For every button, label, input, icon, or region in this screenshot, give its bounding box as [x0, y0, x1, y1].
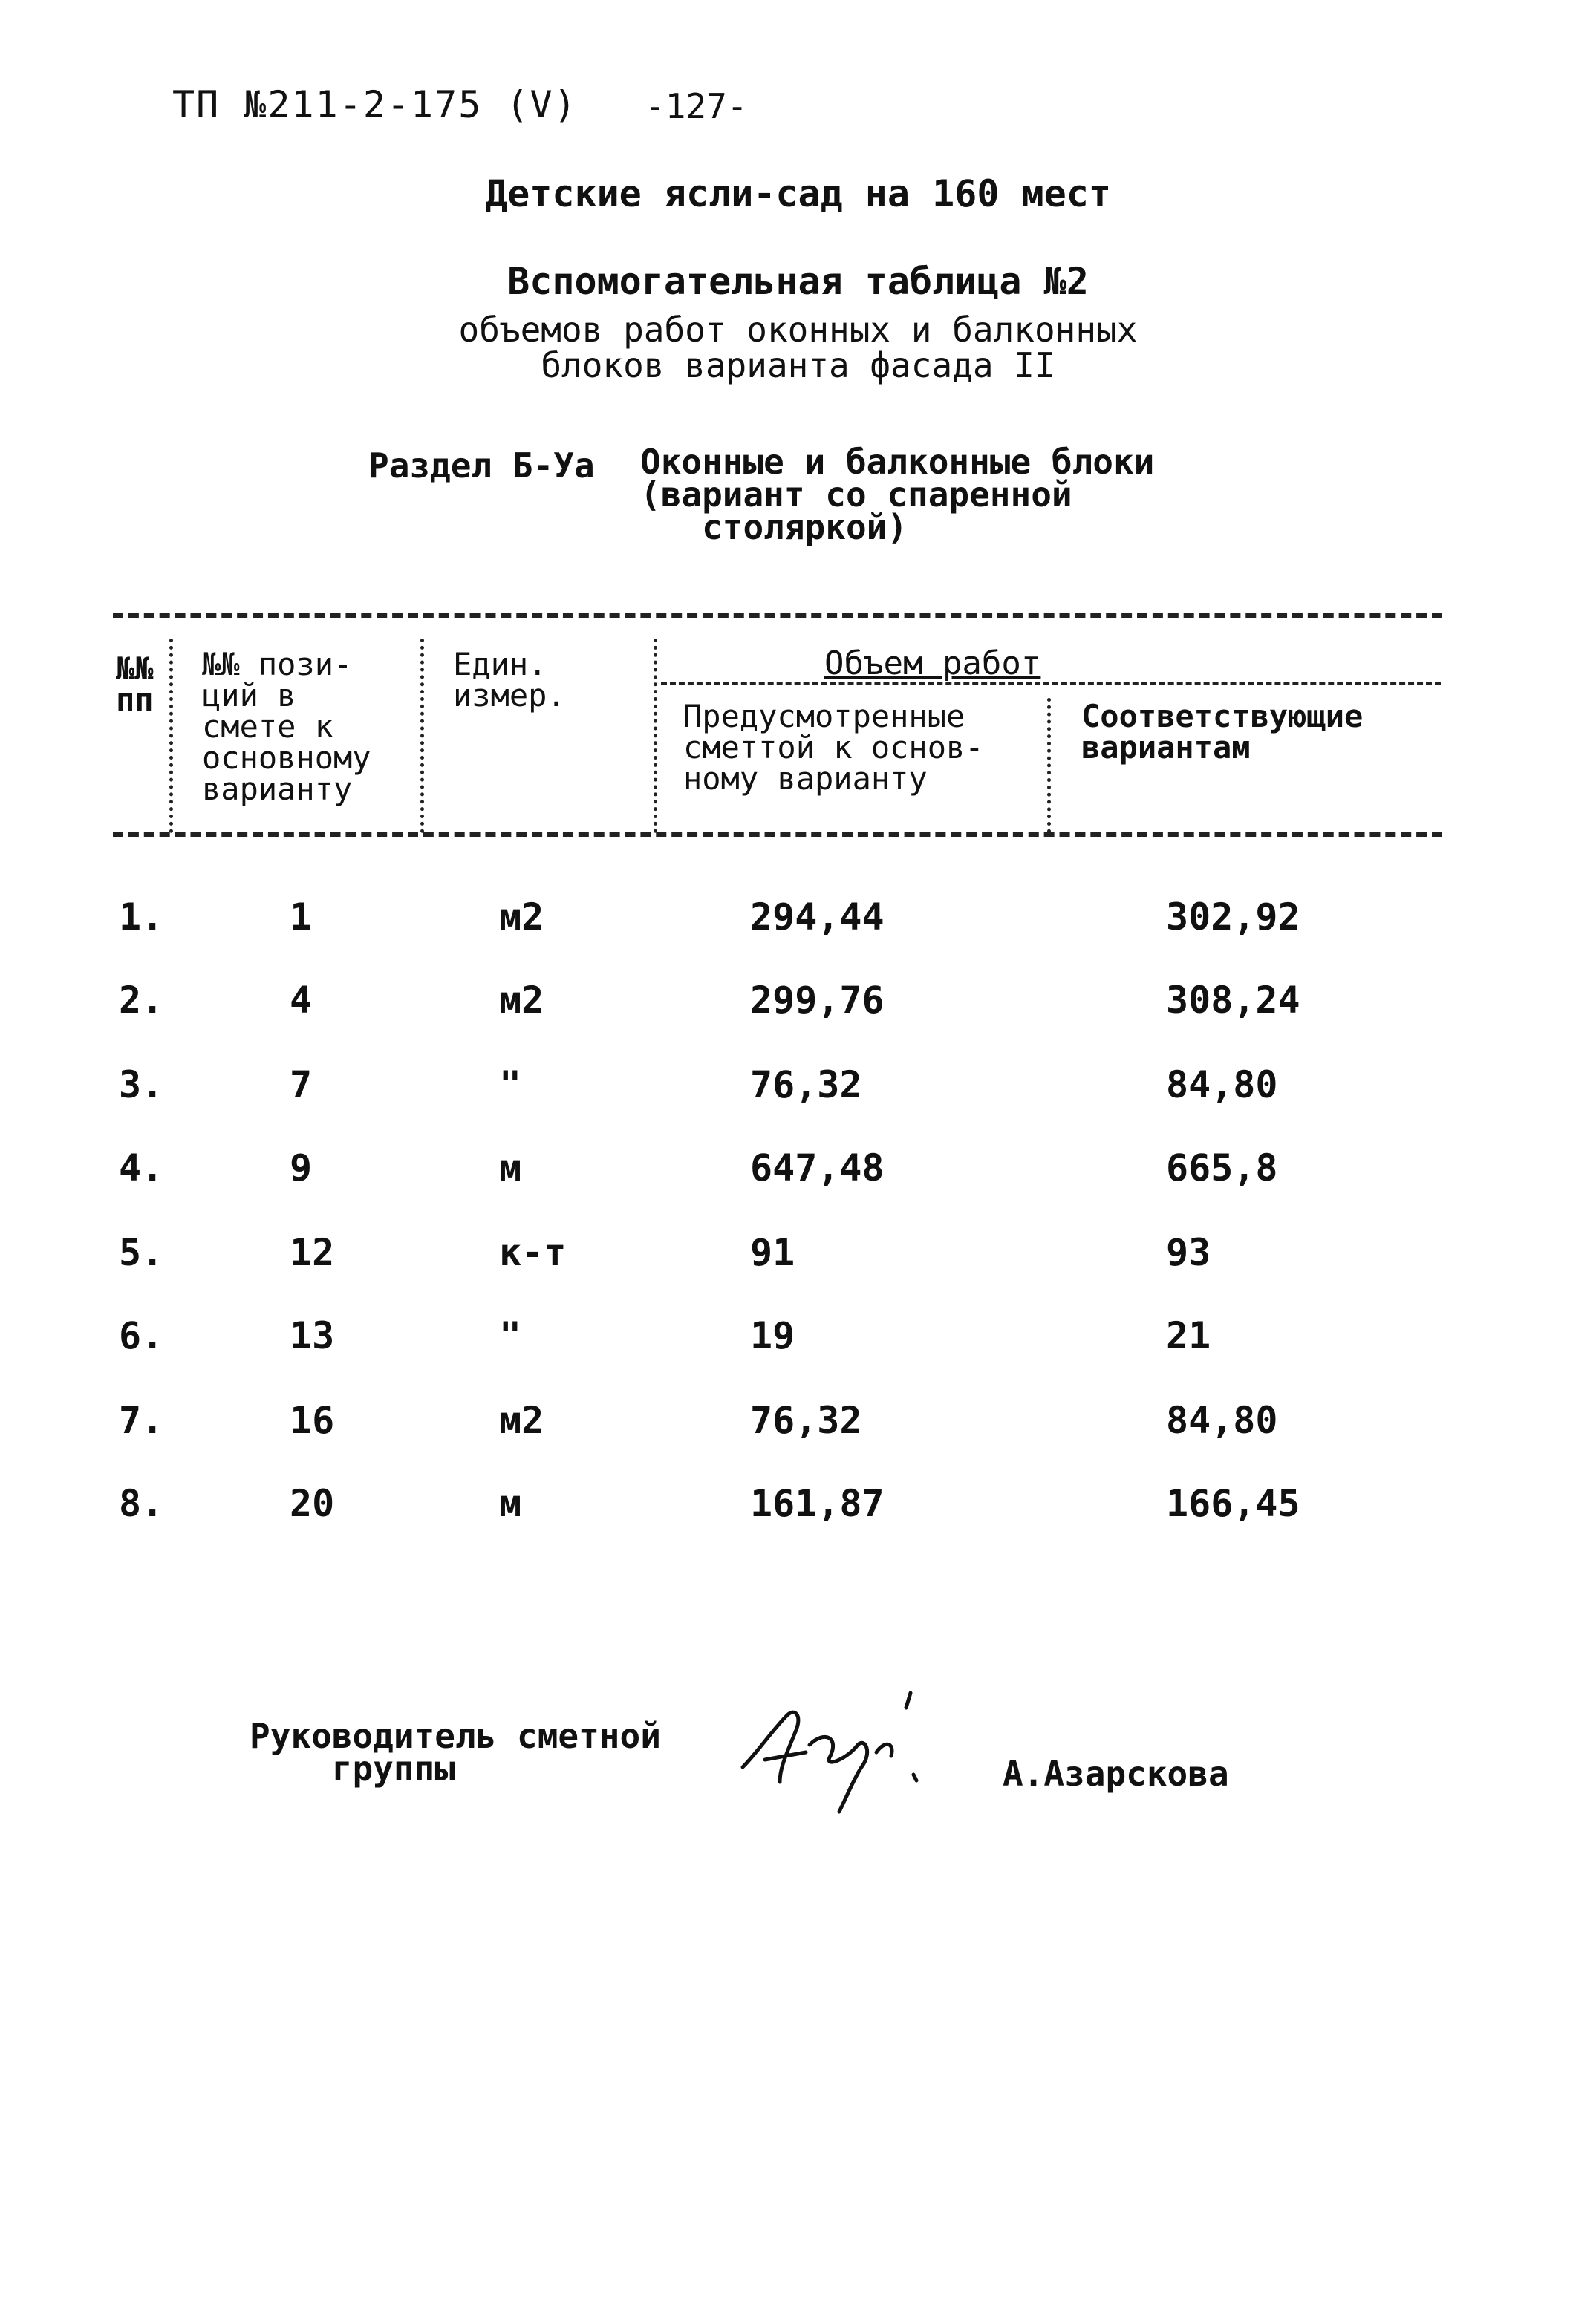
column-separator	[420, 639, 424, 833]
row-position: 13	[290, 1314, 335, 1357]
row-base-volume: 161,87	[750, 1482, 885, 1525]
row-variant-volume: 93	[1166, 1231, 1211, 1274]
row-unit: м	[499, 1146, 522, 1189]
table-subtitle: Вспомогательная таблица №2	[507, 260, 1089, 303]
table-row	[0, 1063, 1596, 1123]
row-position: 1	[290, 895, 313, 939]
table-header-bottom-rule	[113, 832, 1442, 837]
row-num: 8.	[119, 1482, 164, 1525]
table-row	[0, 979, 1596, 1038]
signatory-role: Руководитель сметной группы	[250, 1716, 661, 1789]
table-description	[0, 312, 1596, 383]
row-position: 12	[290, 1231, 335, 1274]
row-unit: м2	[499, 895, 544, 939]
row-base-volume: 299,76	[750, 979, 885, 1022]
row-base-volume: 294,44	[750, 895, 885, 939]
header-position: №№ пози- ций в смете к основному варианту	[202, 646, 371, 807]
row-variant-volume: 21	[1166, 1314, 1211, 1357]
row-num: 7.	[119, 1399, 164, 1442]
row-position: 16	[290, 1399, 335, 1442]
row-position: 9	[290, 1146, 313, 1189]
document-title: Детские ясли-сад на 160 мест	[485, 172, 1111, 215]
row-num: 1.	[119, 895, 164, 939]
row-base-volume: 76,32	[750, 1399, 862, 1442]
section-text: Оконные и балконные блоки (вариант со спаренной столяркой)	[640, 442, 1155, 547]
row-unit: м2	[499, 1399, 544, 1442]
header-variant: Соответствующие вариантам	[1081, 698, 1364, 766]
row-unit: м	[499, 1482, 522, 1525]
table-top-rule	[113, 613, 1442, 618]
header-unit: Един. измер.	[453, 646, 566, 714]
row-variant-volume: 308,24	[1166, 979, 1300, 1022]
document-code: ТП №211-2-175 (V)	[172, 83, 578, 126]
description-line-1: объемов работ оконных и балконных	[458, 310, 1138, 350]
row-num: 5.	[119, 1231, 164, 1274]
row-position: 7	[290, 1063, 313, 1106]
table-row	[0, 1314, 1596, 1374]
header-volume: Объем работ	[824, 644, 1041, 682]
column-separator	[169, 639, 173, 833]
handwritten-signature	[735, 1685, 958, 1819]
row-variant-volume: 665,8	[1166, 1146, 1278, 1189]
section-label: Раздел Б-Уа	[368, 445, 595, 486]
column-separator	[654, 639, 657, 833]
row-position: 4	[290, 979, 313, 1022]
table-row	[0, 1146, 1596, 1206]
row-num: 6.	[119, 1314, 164, 1357]
row-base-volume: 76,32	[750, 1063, 862, 1106]
table-row	[0, 1482, 1596, 1541]
row-base-volume: 647,48	[750, 1146, 885, 1189]
table-row	[0, 1399, 1596, 1458]
row-base-volume: 19	[750, 1314, 795, 1357]
row-base-volume: 91	[750, 1231, 795, 1274]
header-base: Предусмотренные сметтой к основ- ному варианту	[683, 698, 984, 797]
column-separator	[1047, 698, 1051, 833]
row-variant-volume: 84,80	[1166, 1399, 1278, 1442]
row-unit: "	[499, 1063, 522, 1106]
row-position: 20	[290, 1482, 335, 1525]
table-row	[0, 895, 1596, 955]
header-num: №№ пп	[116, 650, 154, 718]
page-number: -127-	[645, 86, 748, 126]
description-line-2: блоков варианта фасада II	[541, 345, 1055, 385]
signatory-name: А.Азарскова	[1003, 1754, 1229, 1794]
row-num: 4.	[119, 1146, 164, 1189]
row-variant-volume: 84,80	[1166, 1063, 1278, 1106]
row-unit: к-т	[499, 1231, 567, 1274]
row-variant-volume: 302,92	[1166, 895, 1300, 939]
table-row	[0, 1231, 1596, 1290]
volume-divider-rule	[661, 682, 1441, 685]
row-unit: "	[499, 1314, 522, 1357]
row-variant-volume: 166,45	[1166, 1482, 1300, 1525]
row-num: 2.	[119, 979, 164, 1022]
row-num: 3.	[119, 1063, 164, 1106]
row-unit: м2	[499, 979, 544, 1022]
